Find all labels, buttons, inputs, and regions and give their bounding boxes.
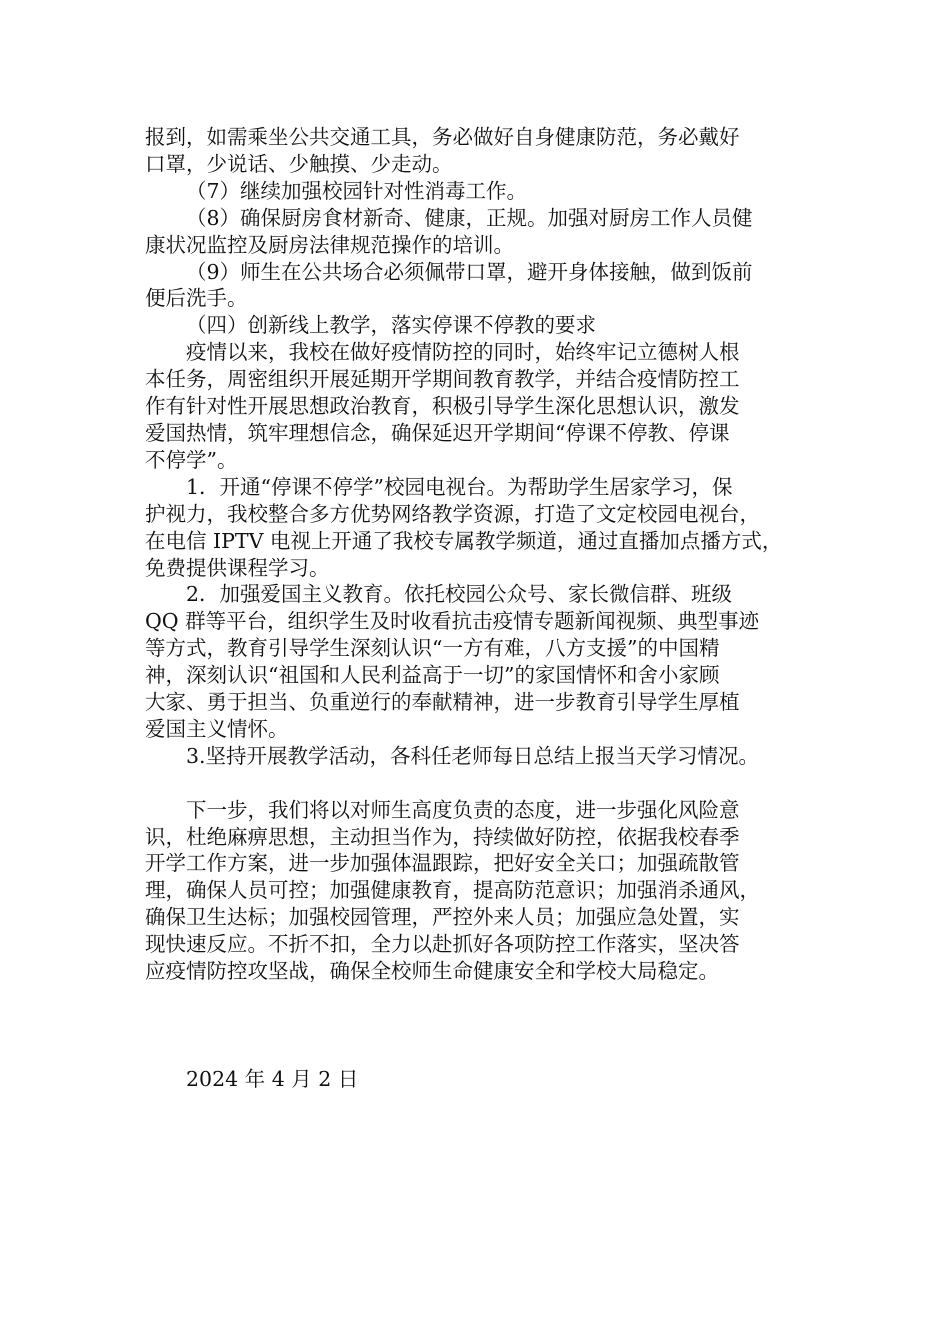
document-body bbox=[145, 124, 821, 1093]
paragraph-point-3: 3.坚持开展教学活动，各科任老师每日总结上报当天学习情况。 bbox=[186, 743, 760, 768]
paragraph-point-1: 1．开通“停课不停学”校园电视台。为帮助学生居家学习，保 护视力，我校整合多方优势网络教学资源，打造了文定校园电视台， 在电信 IPTV 电视上开通了我校专属教学频道，通过直播加点播方式， 免费提供课程学习。 bbox=[145, 474, 783, 580]
spacer bbox=[145, 985, 821, 1066]
section-heading-4: （四）创新线上教学，落实停课不停教的要求 bbox=[186, 313, 596, 338]
document-date: 2024 年 4 月 2 日 bbox=[186, 1066, 359, 1091]
paragraph-point-2: 2．加强爱国主义教育。依托校园公众号、家长微信群、班级 QQ 群等平台，组织学生及时收看抗击疫情专题新闻视频、典型事迹 等方式，教育引导学生深刻认识“一方有难，八方支援”的中国精 神，深刻认识“祖国和人民利益高于一切”的家国情怀和舍小家顾 大家、勇于担当、负重逆行的奉献精神，进一步教育引导学生厚植 爱国主义情怀。 bbox=[145, 582, 760, 741]
paragraph-next-steps: 下一步，我们将以对师生高度负责的态度，进一步强化风险意 识，杜绝麻痹思想，主动担当作为，持续做好防控，依据我校春季 开学工作方案，进一步加强体温跟踪，把好安全关口；加强疏散管 理，确保人员可控；加强健康教育，提高防范意识；加强消杀通风， 确保卫生达标；加强校园管理，严控外来人员；加强应急处置，实 现快速反应。不折不扣，全力以赴抓好各项防控工作落实，坚决答 应疫情防控攻坚战，确保全校师生命健康安全和学校大局稳定。 bbox=[145, 797, 760, 984]
paragraph-online-teaching: 疫情以来，我校在做好疫情防控的同时，始终牢记立德树人根 本任务，周密组织开展延期开学期间教育教学，并结合疫情防控工 作有针对性开展思想政治教育，积极引导学生深化思想认识，激发 爱国热情，筑牢理想信念，确保延迟开学期间“停课不停教、停课 不停学”。 bbox=[145, 340, 740, 472]
paragraph-item-8: （8）确保厨房食材新奇、健康，正规。加强对厨房工作人员健 康状况监控及厨房法律规范操作的培训。 bbox=[145, 205, 753, 257]
paragraph-item-9: （9）师生在公共场合必须佩带口罩，避开身体接触，做到饭前 便后洗手。 bbox=[145, 259, 753, 311]
spacer bbox=[145, 770, 821, 797]
paragraph-health-travel: 报到，如需乘坐公共交通工具，务必做好自身健康防范，务必戴好 口罩，少说话、少触摸、少走动。 bbox=[145, 125, 740, 176]
paragraph-item-7: （7）继续加强校园针对性消毒工作。 bbox=[186, 178, 528, 203]
